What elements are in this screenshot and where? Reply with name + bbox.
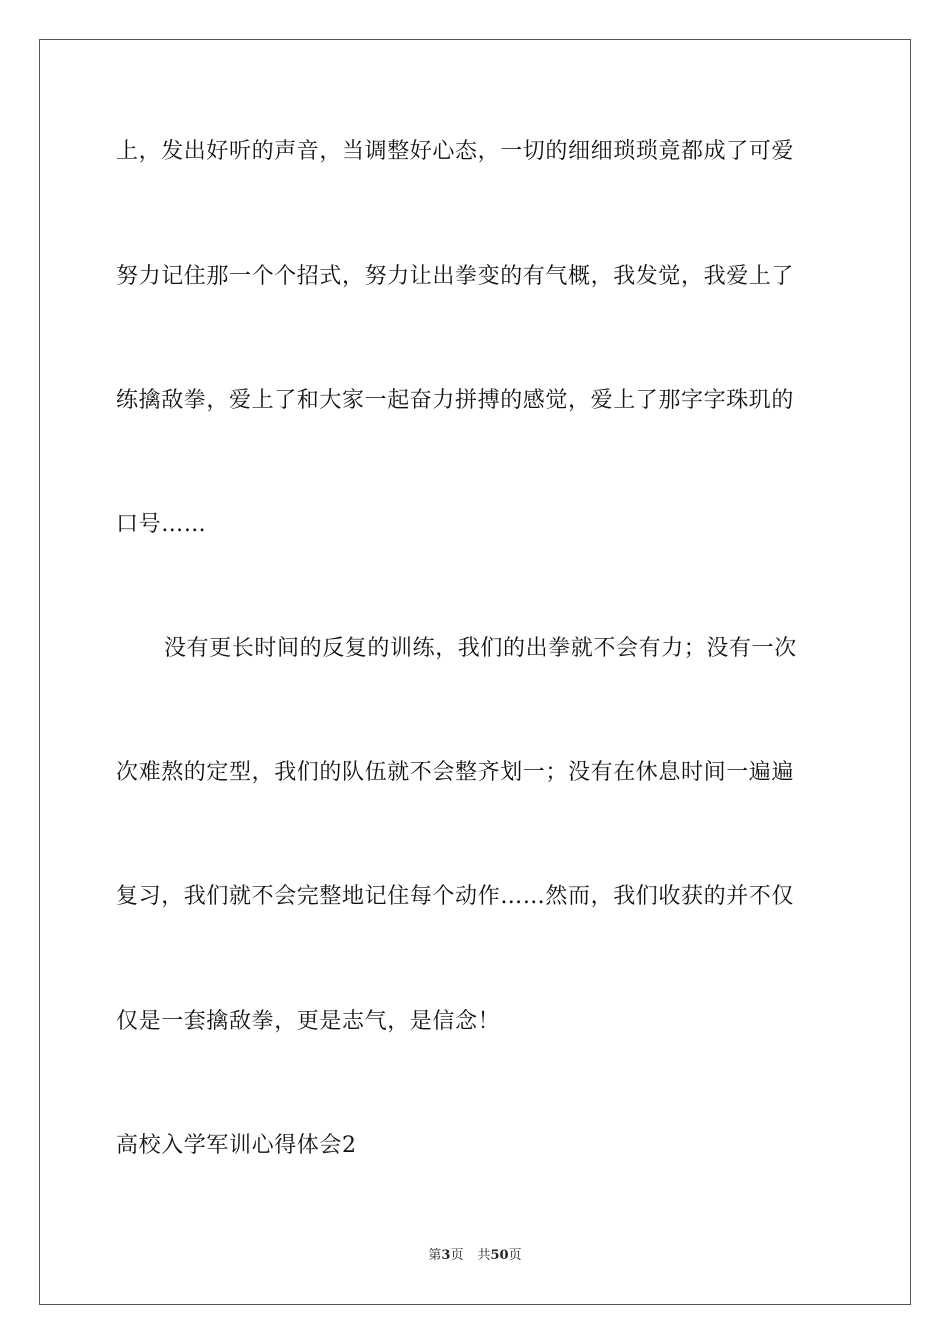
- footer-page-suffix: 页: [450, 1248, 464, 1263]
- footer-total-prefix: 共: [477, 1248, 491, 1263]
- body-line-8: 仅是一套擒敌拳，更是志气，是信念！: [116, 1009, 501, 1034]
- section-heading: 高校入学军训心得体会2: [116, 1133, 357, 1158]
- page-border: [39, 39, 911, 1305]
- body-line-3: 练擒敌拳，爱上了和大家一起奋力拼搏的感觉，爱上了那字字珠玑的: [116, 388, 795, 413]
- page-footer: [0, 1246, 950, 1266]
- body-line-6: 次难熬的定型，我们的队伍就不会整齐划一；没有在休息时间一遍遍: [116, 760, 795, 785]
- body-line-2: 努力记住那一个个招式，努力让出拳变的有气概，我发觉，我爱上了: [116, 264, 795, 289]
- body-line-4: 口号……: [116, 512, 207, 537]
- body-line-7: 复习，我们就不会完整地记住每个动作……然而，我们收获的并不仅: [116, 884, 795, 909]
- footer-page-prefix: 第: [428, 1248, 442, 1263]
- footer-page-current: 3: [441, 1248, 451, 1263]
- body-line-1: 上，发出好听的声音，当调整好心态，一切的细细琐琐竟都成了可爱: [116, 139, 795, 164]
- footer-page-total: 50: [490, 1248, 509, 1263]
- body-line-5: 没有更长时间的反复的训练，我们的出拳就不会有力；没有一次: [164, 636, 797, 661]
- footer-total-suffix: 页: [508, 1248, 522, 1263]
